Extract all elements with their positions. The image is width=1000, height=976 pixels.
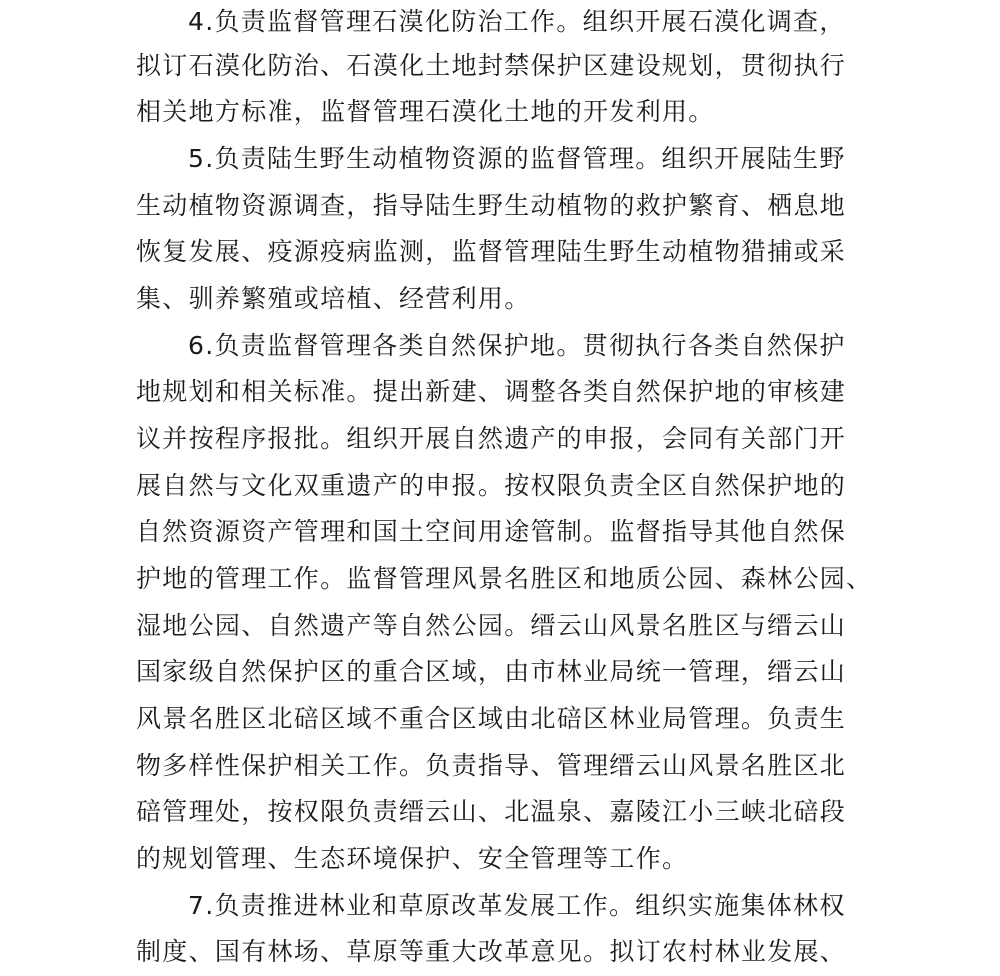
text-line: 制度、国有林场、草原等重大改革意见。拟订农村林业发展、 — [136, 937, 847, 966]
text-line: 湿地公园、自然遗产等自然公园。缙云山风景名胜区与缙云山 — [136, 611, 847, 640]
text-line: 碚管理处，按权限负责缙云山、北温泉、嘉陵江小三峡北碚段 — [136, 797, 847, 826]
text-line: 5.负责陆生野生动植物资源的监督管理。组织开展陆生野 — [188, 144, 846, 173]
text-line: 护地的管理工作。监督管理风景名胜区和地质公园、森林公园、 — [136, 564, 873, 593]
text-line: 展自然与文化双重遗产的申报。按权限负责全区自然保护地的 — [136, 471, 847, 500]
text-line: 物多样性保护相关工作。负责指导、管理缙云山风景名胜区北 — [136, 751, 847, 780]
text-line: 7.负责推进林业和草原改革发展工作。组织实施集体林权 — [188, 891, 846, 920]
text-line: 相关地方标准，监督管理石漠化土地的开发利用。 — [136, 97, 715, 126]
text-line: 的规划管理、生态环境保护、安全管理等工作。 — [136, 844, 689, 873]
text-line: 自然资源资产管理和国土空间用途管制。监督指导其他自然保 — [136, 517, 847, 546]
text-line: 地规划和相关标准。提出新建、调整各类自然保护地的审核建 — [136, 377, 847, 406]
text-line: 4.负责监督管理石漠化防治工作。组织开展石漠化调查， — [188, 7, 846, 36]
text-line: 6.负责监督管理各类自然保护地。贯彻执行各类自然保护 — [188, 331, 846, 360]
text-line: 风景名胜区北碚区域不重合区域由北碚区林业局管理。负责生 — [136, 704, 847, 733]
text-line: 集、驯养繁殖或培植、经营利用。 — [136, 284, 531, 313]
text-line: 拟订石漠化防治、石漠化土地封禁保护区建设规划，贯彻执行 — [136, 51, 847, 80]
text-line: 恢复发展、疫源疫病监测，监督管理陆生野生动植物猎捕或采 — [136, 237, 847, 266]
text-line: 生动植物资源调查，指导陆生野生动植物的救护繁育、栖息地 — [136, 191, 847, 220]
text-line: 国家级自然保护区的重合区域，由市林业局统一管理，缙云山 — [136, 657, 847, 686]
text-line: 议并按程序报批。组织开展自然遗产的申报，会同有关部门开 — [136, 424, 847, 453]
